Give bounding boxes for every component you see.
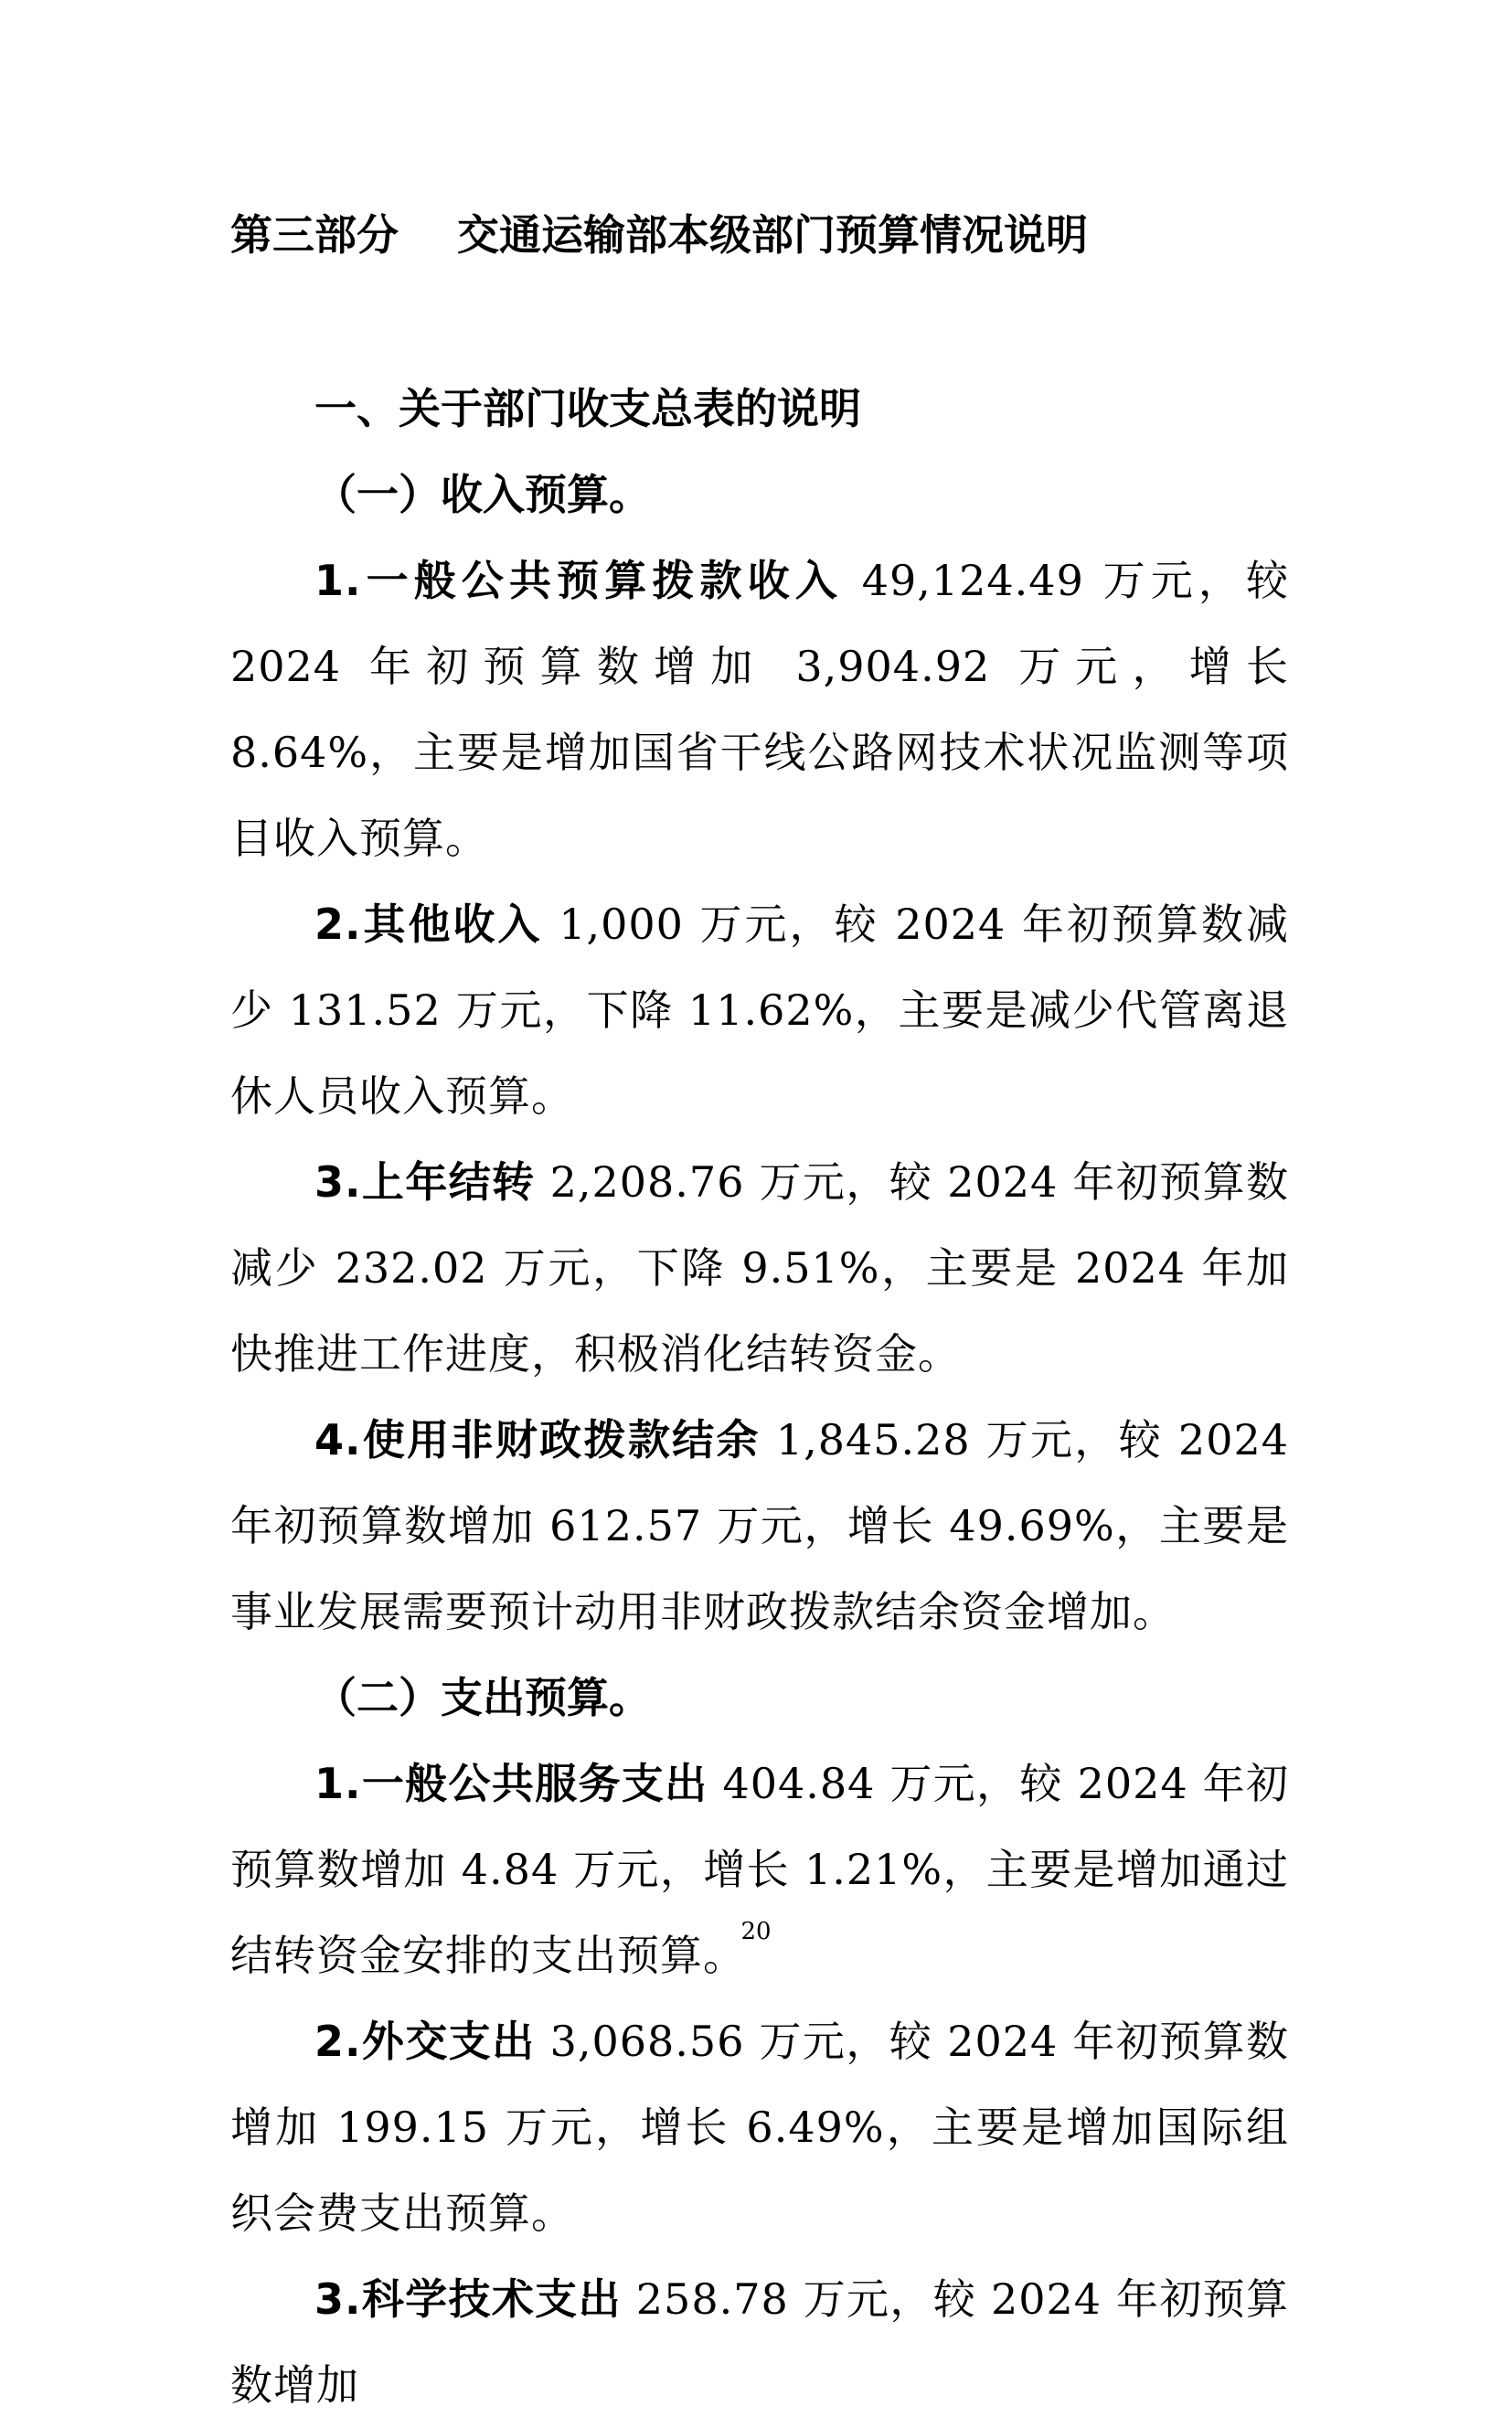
income-item-general-public-budget <box>230 538 1289 881</box>
sub-heading-expenditure-budget: （二）支出预算。 <box>314 1673 651 1722</box>
income-item-other-income <box>230 881 1289 1139</box>
item-text: 404.84 万元，较 2024 年初预算数增加 4.84 万元，增长 1.21%，主要是增加通过结转资金安排的支出预算。 <box>230 1759 1289 1980</box>
item-text: 1,845.28 万元，较 2024 年初预算数增加 612.57 万元，增长 49.69%，主要是事业发展需要预计动用非财政拨款结余资金增加。 <box>230 1415 1289 1636</box>
item-text: 1,000 万元，较 2024 年初预算数减少 131.52 万元，下降 11.62%，主要是减少代管离退休人员收入预算。 <box>230 900 1289 1121</box>
page-number: 20 <box>740 1918 772 1945</box>
item-text: 258.78 万元，较 2024 年初预算数增加 <box>230 2274 1290 2410</box>
item-lead: 1.一般公共预算拨款收入 <box>314 556 843 605</box>
item-lead: 2.其他收入 <box>314 900 543 949</box>
income-item-non-fiscal-balance <box>230 1397 1289 1655</box>
expenditure-item-foreign-affairs <box>230 1998 1289 2256</box>
part-title: 第三部分 交通运输部本级部门预算情况说明 <box>230 210 1089 260</box>
income-item-prior-year-carryover <box>230 1139 1289 1397</box>
item-lead: 2.外交支出 <box>314 2017 536 2066</box>
item-text: 49,124.49 万元，较 2024 年初预算数增加 3,904.92 万元，增长 8.64%，主要是增加国省干线公路网技术状况监测等项目收入预算。 <box>230 556 1289 863</box>
item-lead: 4.使用非财政拨款结余 <box>314 1415 761 1464</box>
item-lead: 1.一般公共服务支出 <box>314 1759 708 1808</box>
item-text: 2,208.76 万元，较 2024 年初预算数减少 232.02 万元，下降 9.51%，主要是 2024 年加快推进工作进度，积极消化结转资金。 <box>230 1157 1289 1379</box>
sub-heading-income-budget: （一）收入预算。 <box>314 470 651 519</box>
expenditure-item-general-public-services <box>230 1741 1289 1998</box>
document-body <box>230 192 1289 2428</box>
item-lead: 3.科学技术支出 <box>314 2274 622 2324</box>
item-lead: 3.上年结转 <box>314 1157 536 1207</box>
item-text: 3,068.56 万元，较 2024 年初预算数增加 199.15 万元，增长 6.49%，主要是增加国际组织会费支出预算。 <box>230 2017 1289 2238</box>
section-heading-budget-summary: 一、关于部门收支总表的说明 <box>314 384 861 433</box>
expenditure-item-science-technology <box>230 2256 1289 2428</box>
